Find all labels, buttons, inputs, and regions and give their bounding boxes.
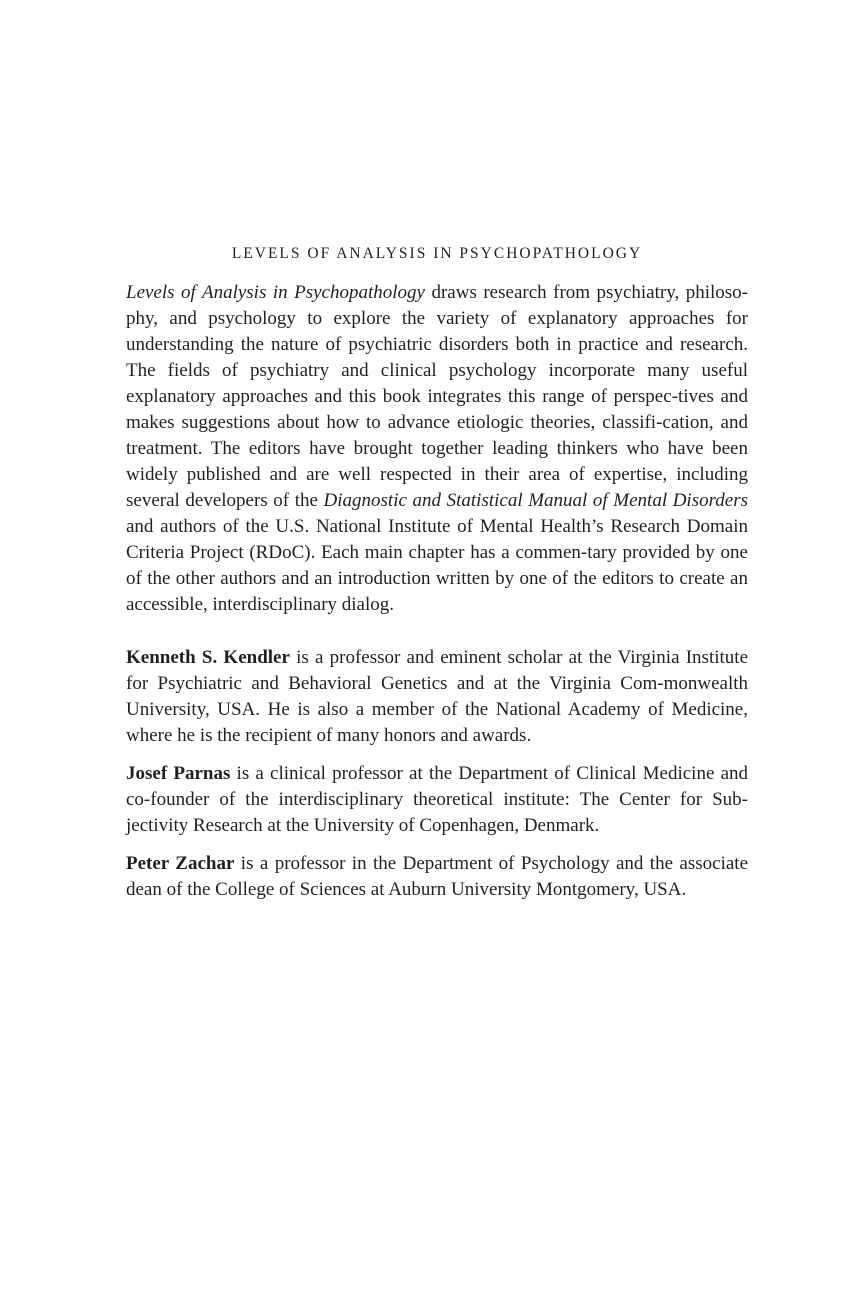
editor-name: Peter Zachar	[126, 853, 235, 874]
editor-bio-text: is a professor and eminent scholar at the Virginia Institute for Psychiatric and Behavioral Genetics and at the Virginia Com-monwealth University, USA. He is also a member of the National Academy of Medicine, where he is the recipient of many honors and awards.	[126, 647, 748, 746]
editor-bio-zachar	[126, 851, 748, 903]
editor-bio-kendler	[126, 645, 748, 749]
book-page	[126, 242, 748, 915]
editor-name: Josef Parnas	[126, 763, 231, 784]
editor-bio-parnas	[126, 761, 748, 839]
manual-title: Diagnostic and Statistical Manual of Mental Disorders	[323, 490, 748, 511]
blurb-text-2: and authors of the U.S. National Institute of Mental Health’s Research Domain Criteria Project (RDoC). Each main chapter has a commen-tary provided by one of the other authors and an introduction written by one of the editors to create an accessible, interdisciplinary dialog.	[126, 516, 748, 615]
editor-bio-text: is a clinical professor at the Department of Clinical Medicine and co-founder of the interdisciplinary theoretical institute: The Center for Sub-jectivity Research at the University of Copenhagen, Denmark.	[126, 763, 749, 836]
book-blurb	[126, 280, 748, 618]
book-title: Levels of Analysis in Psychopathology	[126, 282, 425, 303]
editor-name: Kenneth S. Kendler	[126, 647, 290, 668]
editor-bio-text: is a professor in the Department of Psychology and the associate dean of the College of Sciences at Auburn University Montgomery, USA.	[126, 853, 748, 900]
page-heading: LEVELS OF ANALYSIS IN PSYCHOPATHOLOGY	[231, 245, 643, 262]
blurb-text-1: draws research from psychiatry, philoso-phy, and psychology to explore the variety of explanatory approaches for understanding the nature of psychiatric disorders both in practice and research. The fields of psychiatry and clinical psychology incorporate many useful explanatory approaches and this book integrates this range of perspec-tives and makes suggestions about how to advance etiologic theories, classifi-cation, and treatment. The editors have brought together leading thinkers who have been widely published and are well respected in their area of expertise, including several developers of the	[126, 282, 748, 511]
